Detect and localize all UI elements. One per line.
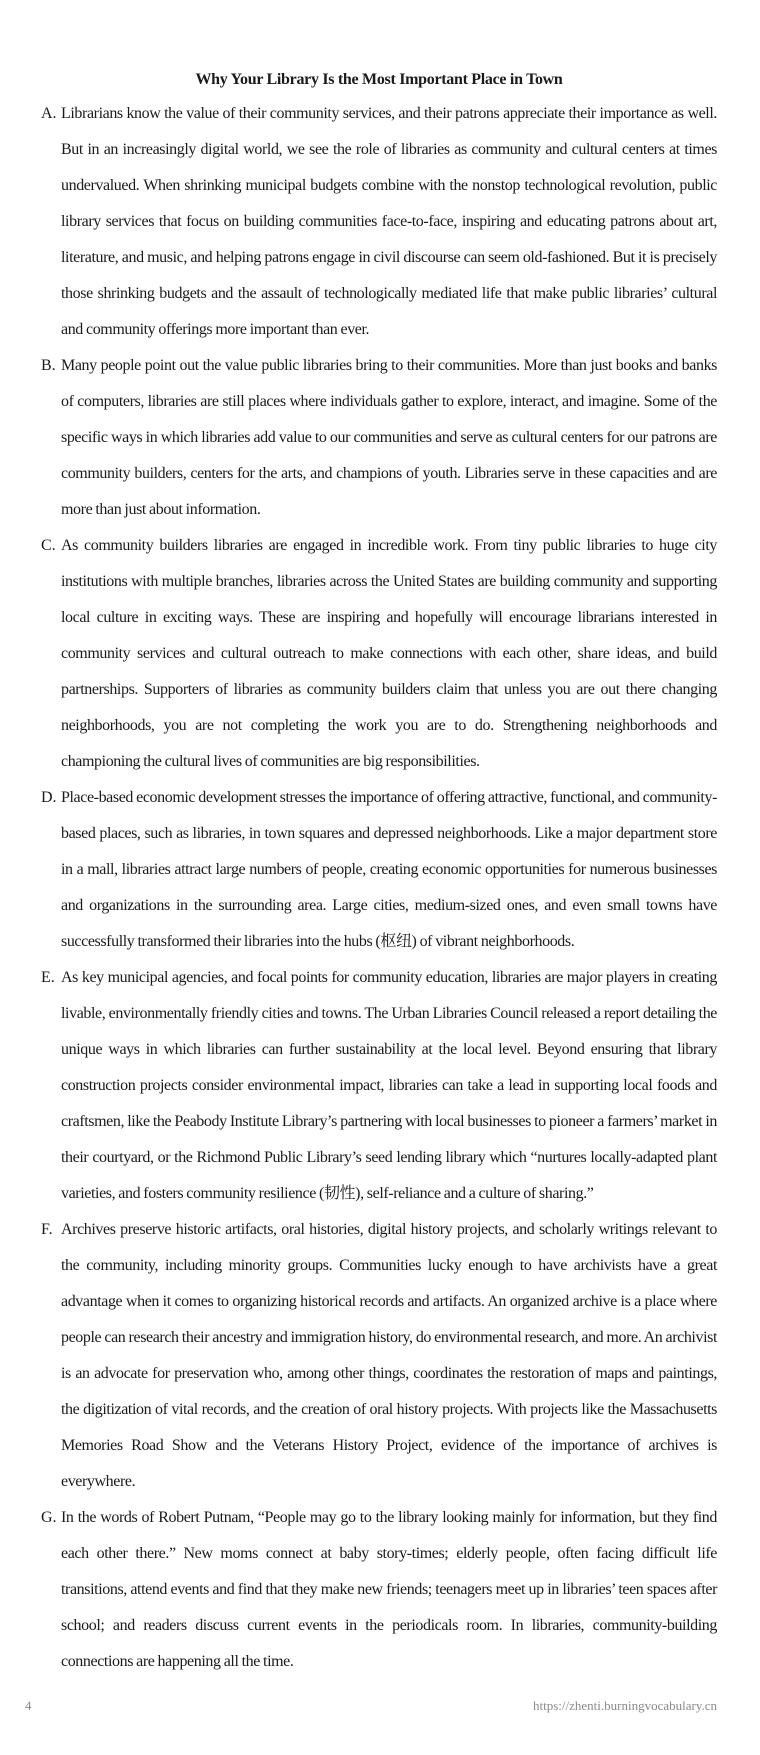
paragraph-letter: A. xyxy=(41,105,57,122)
paragraph-letter: B. xyxy=(41,357,56,374)
paragraph-text: Archives preserve historic artifacts, oral histories, digital history projects, and scholarly writings relevant to the community, including minority groups. Communities lucky enough to have archivists have a great advantage when it comes to organizing historical records and artifacts. An organized archive is a place where people can research their ancestry and immigration history, do environmental research, and more. An archivist is an advocate for preservation who, among other things, coordinates the restoration of maps and paintings, the digitization of vital records, and the creation of oral history projects. With projects like the Massachusetts Memories Road Show and the Veterans History Project, evidence of the importance of archives is everywhere. xyxy=(61,1221,717,1490)
page-footer xyxy=(25,1696,717,1716)
paragraph-text: Librarians know the value of their community services, and their patrons appreciate their importance as well. But in an increasingly digital world, we see the role of libraries as community and cultural centers at times undervalued. When shrinking municipal budgets combine with the nonstop technological revolution, public library services that focus on building communities face-to-face, inspiring and educating patrons about art, literature, and music, and helping patrons engage in civil discourse can seem old-fashioned. But it is precisely those shrinking budgets and the assault of technologically mediated life that make public libraries’ cultural and community offerings more important than ever. xyxy=(61,105,717,338)
paragraph-text: As key municipal agencies, and focal points for community education, libraries are major players in creating livable, environmentally friendly cities and towns. The Urban Libraries Council released a report detailing the unique ways in which libraries can further sustainability at the local level. Beyond ensuring that library construction projects consider environmental impact, libraries can take a lead in supporting local foods and craftsmen, like the Peabody Institute Library’s partnering with local businesses to pioneer a farmers’ market in their courtyard, or the Richmond Public Library’s seed lending library which “nurtures locally-adapted plant varieties, and fosters community resilience (韧性), self-reliance and a culture of sharing.” xyxy=(61,969,717,1202)
paragraph-text: In the words of Robert Putnam, “People may go to the library looking mainly for information, but they find each other there.” New moms connect at baby story-times; elderly people, often facing difficult life transitions, attend events and find that they make new friends; teenagers meet up in libraries’ teen spaces after school; and readers discuss current events in the periodicals room. In libraries, community-building connections are happening all the time. xyxy=(61,1509,717,1670)
paragraph-e xyxy=(41,960,717,1212)
document-body xyxy=(41,70,717,1680)
page-number: 4 xyxy=(25,1698,32,1713)
paragraph-text: Many people point out the value public libraries bring to their communities. More than just books and banks of computers, libraries are still places where individuals gather to explore, interact, and imagine. Some of the specific ways in which libraries add value to our communities and serve as cultural centers for our patrons are community builders, centers for the arts, and champions of youth. Libraries serve in these capacities and are more than just about information. xyxy=(61,357,717,518)
source-url: https://zhenti.burningvocabulary.cn xyxy=(533,1698,717,1713)
paragraph-text: As community builders libraries are engaged in incredible work. From tiny public libraries to huge city institutions with multiple branches, libraries across the United States are building community and supporting local culture in exciting ways. These are inspiring and hopefully will encourage librarians interested in community services and cultural outreach to make connections with each other, share ideas, and build partnerships. Supporters of libraries as community builders claim that unless you are out there changing neighborhoods, you are not completing the work you are to do. Strengthening neighborhoods and championing the cultural lives of communities are big responsibilities. xyxy=(61,537,717,770)
paragraph-f xyxy=(41,1212,717,1500)
paragraph-d xyxy=(41,780,717,960)
paragraph-text: Place-based economic development stresses the importance of offering attractive, functional, and community-based places, such as libraries, in town squares and depressed neighborhoods. Like a major department store in a mall, libraries attract large numbers of people, creating economic opportunities for numerous businesses and organizations in the surrounding area. Large cities, medium-sized ones, and even small towns have successfully transformed their libraries into the hubs (枢纽) of vibrant neighborhoods. xyxy=(61,789,717,950)
document-title: Why Your Library Is the Most Important Place in Town xyxy=(195,71,563,88)
paragraph-letter: D. xyxy=(41,789,57,806)
paragraph-letter: G. xyxy=(41,1509,57,1526)
paragraph-letter: E. xyxy=(41,969,55,986)
paragraph-letter: F. xyxy=(41,1221,53,1238)
paragraph-b xyxy=(41,348,717,528)
paragraph-c xyxy=(41,528,717,780)
paragraph-g xyxy=(41,1500,717,1680)
paragraph-a xyxy=(41,96,717,348)
paragraph-letter: C. xyxy=(41,537,56,554)
